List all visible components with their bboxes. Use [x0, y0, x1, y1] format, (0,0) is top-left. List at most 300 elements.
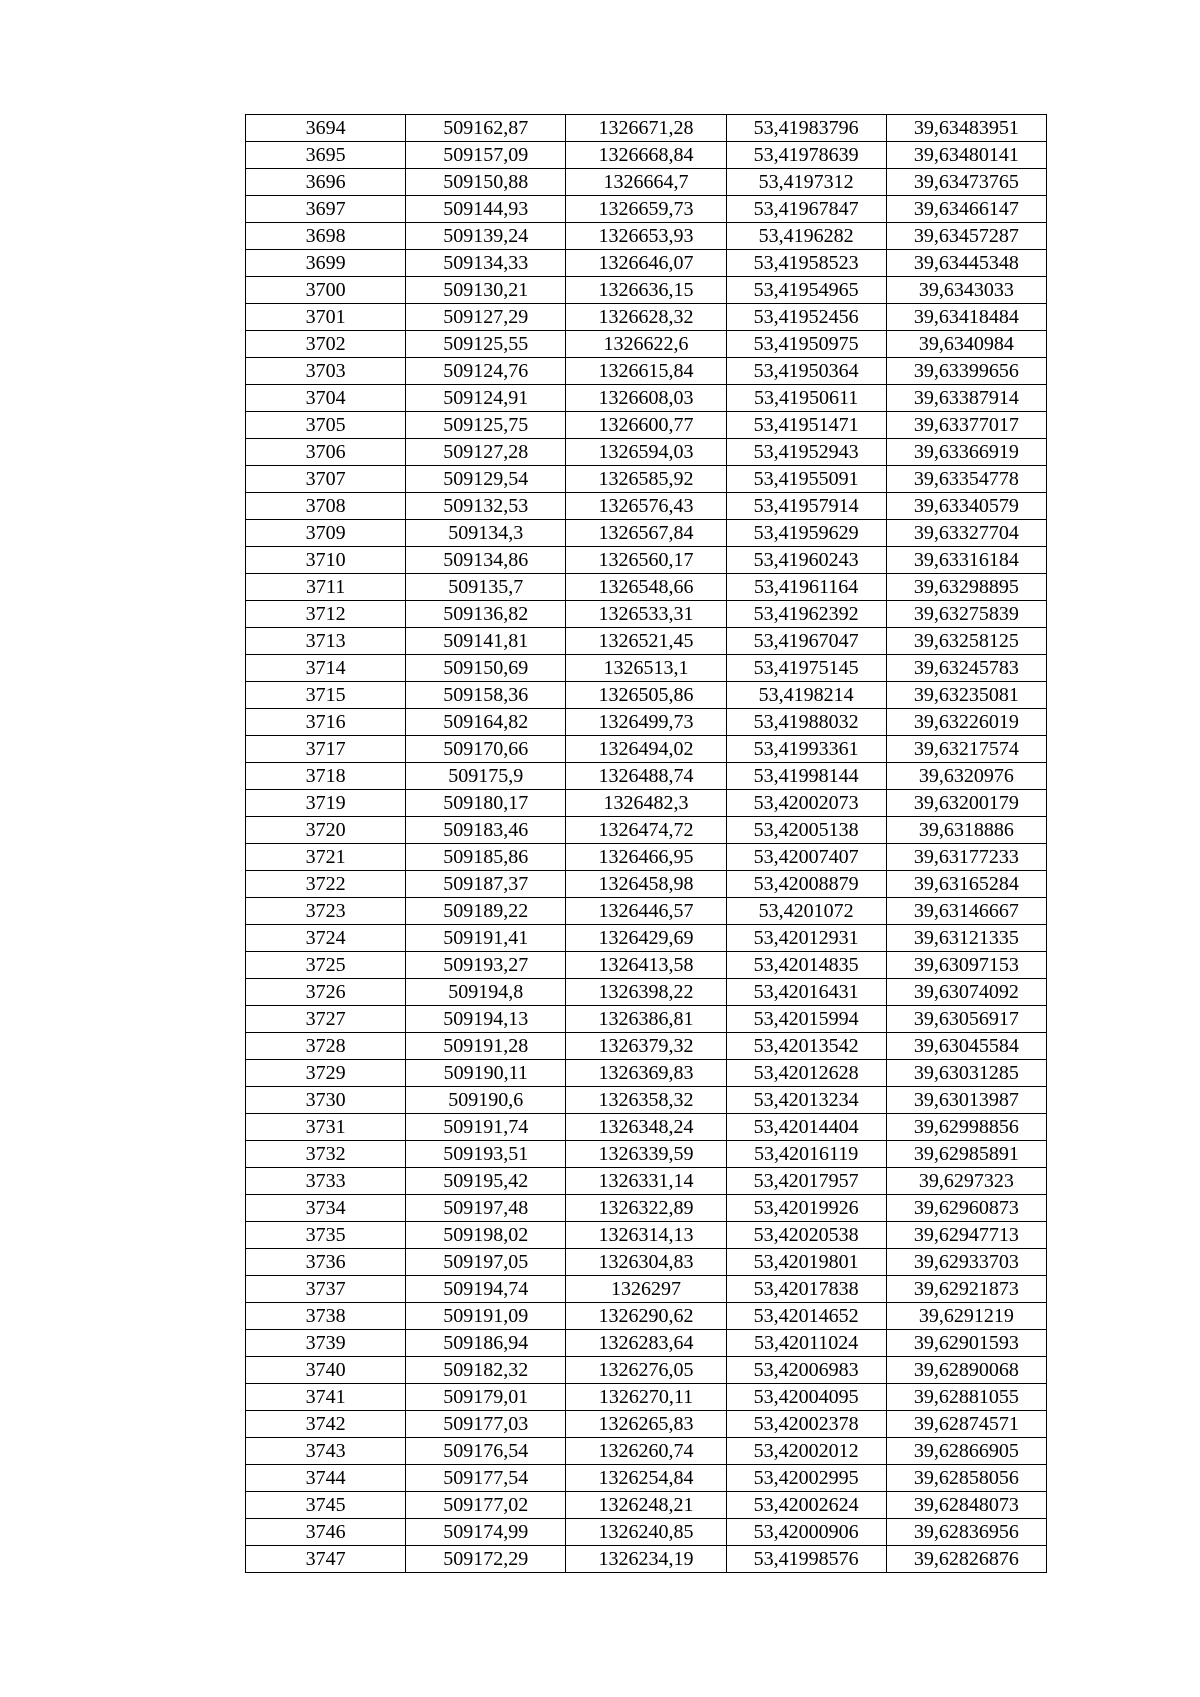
x-coordinate-cell: 509172,29 [406, 1546, 566, 1573]
y-coordinate-cell: 1326314,13 [566, 1222, 726, 1249]
x-coordinate-cell: 509193,51 [406, 1141, 566, 1168]
latitude-cell: 53,42002073 [726, 790, 886, 817]
y-coordinate-cell: 1326276,05 [566, 1357, 726, 1384]
longitude-cell: 39,6343033 [886, 277, 1046, 304]
table-row [246, 844, 1047, 871]
y-coordinate-cell: 1326533,31 [566, 601, 726, 628]
x-coordinate-cell: 509190,11 [406, 1060, 566, 1087]
latitude-cell: 53,41957914 [726, 493, 886, 520]
x-coordinate-cell: 509197,05 [406, 1249, 566, 1276]
latitude-cell: 53,42014652 [726, 1303, 886, 1330]
longitude-cell: 39,63275839 [886, 601, 1046, 628]
y-coordinate-cell: 1326628,32 [566, 304, 726, 331]
longitude-cell: 39,63466147 [886, 196, 1046, 223]
point-number-cell: 3702 [246, 331, 406, 358]
point-number-cell: 3737 [246, 1276, 406, 1303]
y-coordinate-cell: 1326290,62 [566, 1303, 726, 1330]
point-number-cell: 3700 [246, 277, 406, 304]
latitude-cell: 53,42017838 [726, 1276, 886, 1303]
point-number-cell: 3696 [246, 169, 406, 196]
x-coordinate-cell: 509191,74 [406, 1114, 566, 1141]
table-row [246, 1438, 1047, 1465]
latitude-cell: 53,42005138 [726, 817, 886, 844]
table-row [246, 493, 1047, 520]
point-number-cell: 3716 [246, 709, 406, 736]
longitude-cell: 39,63258125 [886, 628, 1046, 655]
latitude-cell: 53,41978639 [726, 142, 886, 169]
point-number-cell: 3744 [246, 1465, 406, 1492]
point-number-cell: 3715 [246, 682, 406, 709]
longitude-cell: 39,62826876 [886, 1546, 1046, 1573]
x-coordinate-cell: 509180,17 [406, 790, 566, 817]
longitude-cell: 39,62848073 [886, 1492, 1046, 1519]
point-number-cell: 3722 [246, 871, 406, 898]
y-coordinate-cell: 1326429,69 [566, 925, 726, 952]
table-row [246, 304, 1047, 331]
point-number-cell: 3707 [246, 466, 406, 493]
y-coordinate-cell: 1326668,84 [566, 142, 726, 169]
y-coordinate-cell: 1326234,19 [566, 1546, 726, 1573]
latitude-cell: 53,42002995 [726, 1465, 886, 1492]
x-coordinate-cell: 509162,87 [406, 115, 566, 142]
x-coordinate-cell: 509136,82 [406, 601, 566, 628]
latitude-cell: 53,42014404 [726, 1114, 886, 1141]
longitude-cell: 39,63298895 [886, 574, 1046, 601]
table-row [246, 1465, 1047, 1492]
x-coordinate-cell: 509127,29 [406, 304, 566, 331]
x-coordinate-cell: 509134,33 [406, 250, 566, 277]
y-coordinate-cell: 1326608,03 [566, 385, 726, 412]
x-coordinate-cell: 509129,54 [406, 466, 566, 493]
x-coordinate-cell: 509182,32 [406, 1357, 566, 1384]
table-row [246, 601, 1047, 628]
x-coordinate-cell: 509139,24 [406, 223, 566, 250]
longitude-cell: 39,62866905 [886, 1438, 1046, 1465]
latitude-cell: 53,41958523 [726, 250, 886, 277]
point-number-cell: 3713 [246, 628, 406, 655]
table-row [246, 385, 1047, 412]
y-coordinate-cell: 1326513,1 [566, 655, 726, 682]
point-number-cell: 3732 [246, 1141, 406, 1168]
y-coordinate-cell: 1326499,73 [566, 709, 726, 736]
latitude-cell: 53,42012628 [726, 1060, 886, 1087]
latitude-cell: 53,41954965 [726, 277, 886, 304]
y-coordinate-cell: 1326270,11 [566, 1384, 726, 1411]
x-coordinate-cell: 509191,41 [406, 925, 566, 952]
table-row [246, 736, 1047, 763]
y-coordinate-cell: 1326488,74 [566, 763, 726, 790]
latitude-cell: 53,42014835 [726, 952, 886, 979]
point-number-cell: 3726 [246, 979, 406, 1006]
latitude-cell: 53,41959629 [726, 520, 886, 547]
y-coordinate-cell: 1326664,7 [566, 169, 726, 196]
point-number-cell: 3739 [246, 1330, 406, 1357]
x-coordinate-cell: 509141,81 [406, 628, 566, 655]
point-number-cell: 3698 [246, 223, 406, 250]
y-coordinate-cell: 1326594,03 [566, 439, 726, 466]
point-number-cell: 3709 [246, 520, 406, 547]
point-number-cell: 3740 [246, 1357, 406, 1384]
latitude-cell: 53,41962392 [726, 601, 886, 628]
latitude-cell: 53,42019926 [726, 1195, 886, 1222]
longitude-cell: 39,63473765 [886, 169, 1046, 196]
longitude-cell: 39,63235081 [886, 682, 1046, 709]
latitude-cell: 53,41960243 [726, 547, 886, 574]
latitude-cell: 53,4196282 [726, 223, 886, 250]
y-coordinate-cell: 1326494,02 [566, 736, 726, 763]
y-coordinate-cell: 1326240,85 [566, 1519, 726, 1546]
point-number-cell: 3723 [246, 898, 406, 925]
x-coordinate-cell: 509190,6 [406, 1087, 566, 1114]
table-row [246, 466, 1047, 493]
point-number-cell: 3746 [246, 1519, 406, 1546]
latitude-cell: 53,41998144 [726, 763, 886, 790]
latitude-cell: 53,4201072 [726, 898, 886, 925]
longitude-cell: 39,62933703 [886, 1249, 1046, 1276]
y-coordinate-cell: 1326548,66 [566, 574, 726, 601]
latitude-cell: 53,41967047 [726, 628, 886, 655]
table-row [246, 439, 1047, 466]
table-row [246, 1519, 1047, 1546]
table-row [246, 142, 1047, 169]
longitude-cell: 39,63354778 [886, 466, 1046, 493]
table-row [246, 547, 1047, 574]
x-coordinate-cell: 509193,27 [406, 952, 566, 979]
point-number-cell: 3719 [246, 790, 406, 817]
longitude-cell: 39,62985891 [886, 1141, 1046, 1168]
longitude-cell: 39,6291219 [886, 1303, 1046, 1330]
table-row [246, 790, 1047, 817]
y-coordinate-cell: 1326265,83 [566, 1411, 726, 1438]
x-coordinate-cell: 509150,88 [406, 169, 566, 196]
table-row [246, 412, 1047, 439]
table-row [246, 871, 1047, 898]
longitude-cell: 39,63483951 [886, 115, 1046, 142]
table-row [246, 1357, 1047, 1384]
table-row [246, 169, 1047, 196]
point-number-cell: 3743 [246, 1438, 406, 1465]
table-row [246, 898, 1047, 925]
longitude-cell: 39,63457287 [886, 223, 1046, 250]
point-number-cell: 3705 [246, 412, 406, 439]
latitude-cell: 53,42007407 [726, 844, 886, 871]
longitude-cell: 39,63418484 [886, 304, 1046, 331]
y-coordinate-cell: 1326636,15 [566, 277, 726, 304]
point-number-cell: 3745 [246, 1492, 406, 1519]
x-coordinate-cell: 509194,74 [406, 1276, 566, 1303]
longitude-cell: 39,63121335 [886, 925, 1046, 952]
table-row [246, 925, 1047, 952]
latitude-cell: 53,42015994 [726, 1006, 886, 1033]
x-coordinate-cell: 509144,93 [406, 196, 566, 223]
y-coordinate-cell: 1326358,32 [566, 1087, 726, 1114]
latitude-cell: 53,42002378 [726, 1411, 886, 1438]
longitude-cell: 39,63200179 [886, 790, 1046, 817]
latitude-cell: 53,42017957 [726, 1168, 886, 1195]
latitude-cell: 53,41983796 [726, 115, 886, 142]
x-coordinate-cell: 509191,09 [406, 1303, 566, 1330]
latitude-cell: 53,42013542 [726, 1033, 886, 1060]
table-row [246, 1384, 1047, 1411]
table-row [246, 952, 1047, 979]
table-row [246, 655, 1047, 682]
point-number-cell: 3697 [246, 196, 406, 223]
longitude-cell: 39,63056917 [886, 1006, 1046, 1033]
x-coordinate-cell: 509191,28 [406, 1033, 566, 1060]
y-coordinate-cell: 1326260,74 [566, 1438, 726, 1465]
x-coordinate-cell: 509125,55 [406, 331, 566, 358]
x-coordinate-cell: 509157,09 [406, 142, 566, 169]
point-number-cell: 3699 [246, 250, 406, 277]
latitude-cell: 53,41975145 [726, 655, 886, 682]
x-coordinate-cell: 509177,54 [406, 1465, 566, 1492]
x-coordinate-cell: 509175,9 [406, 763, 566, 790]
longitude-cell: 39,62960873 [886, 1195, 1046, 1222]
table-row [246, 277, 1047, 304]
table-row [246, 1195, 1047, 1222]
point-number-cell: 3721 [246, 844, 406, 871]
y-coordinate-cell: 1326474,72 [566, 817, 726, 844]
longitude-cell: 39,63217574 [886, 736, 1046, 763]
y-coordinate-cell: 1326322,89 [566, 1195, 726, 1222]
longitude-cell: 39,63327704 [886, 520, 1046, 547]
latitude-cell: 53,41950611 [726, 385, 886, 412]
latitude-cell: 53,42012931 [726, 925, 886, 952]
latitude-cell: 53,41952943 [726, 439, 886, 466]
table-row [246, 709, 1047, 736]
y-coordinate-cell: 1326254,84 [566, 1465, 726, 1492]
table-row [246, 1168, 1047, 1195]
point-number-cell: 3731 [246, 1114, 406, 1141]
table-row [246, 817, 1047, 844]
longitude-cell: 39,6318886 [886, 817, 1046, 844]
x-coordinate-cell: 509125,75 [406, 412, 566, 439]
x-coordinate-cell: 509158,36 [406, 682, 566, 709]
longitude-cell: 39,63165284 [886, 871, 1046, 898]
point-number-cell: 3710 [246, 547, 406, 574]
point-number-cell: 3724 [246, 925, 406, 952]
y-coordinate-cell: 1326379,32 [566, 1033, 726, 1060]
y-coordinate-cell: 1326386,81 [566, 1006, 726, 1033]
latitude-cell: 53,41998576 [726, 1546, 886, 1573]
latitude-cell: 53,41955091 [726, 466, 886, 493]
x-coordinate-cell: 509198,02 [406, 1222, 566, 1249]
y-coordinate-cell: 1326458,98 [566, 871, 726, 898]
longitude-cell: 39,63377017 [886, 412, 1046, 439]
x-coordinate-cell: 509194,8 [406, 979, 566, 1006]
latitude-cell: 53,42008879 [726, 871, 886, 898]
table-row [246, 1141, 1047, 1168]
longitude-cell: 39,62874571 [886, 1411, 1046, 1438]
latitude-cell: 53,4198214 [726, 682, 886, 709]
latitude-cell: 53,41951471 [726, 412, 886, 439]
x-coordinate-cell: 509134,3 [406, 520, 566, 547]
x-coordinate-cell: 509185,86 [406, 844, 566, 871]
y-coordinate-cell: 1326653,93 [566, 223, 726, 250]
point-number-cell: 3714 [246, 655, 406, 682]
y-coordinate-cell: 1326482,3 [566, 790, 726, 817]
latitude-cell: 53,41952456 [726, 304, 886, 331]
y-coordinate-cell: 1326615,84 [566, 358, 726, 385]
latitude-cell: 53,42002624 [726, 1492, 886, 1519]
longitude-cell: 39,63226019 [886, 709, 1046, 736]
table-row [246, 763, 1047, 790]
latitude-cell: 53,42019801 [726, 1249, 886, 1276]
table-row [246, 682, 1047, 709]
y-coordinate-cell: 1326560,17 [566, 547, 726, 574]
latitude-cell: 53,4197312 [726, 169, 886, 196]
table-row [246, 1492, 1047, 1519]
point-number-cell: 3712 [246, 601, 406, 628]
point-number-cell: 3741 [246, 1384, 406, 1411]
longitude-cell: 39,62836956 [886, 1519, 1046, 1546]
latitude-cell: 53,41961164 [726, 574, 886, 601]
longitude-cell: 39,63031285 [886, 1060, 1046, 1087]
point-number-cell: 3738 [246, 1303, 406, 1330]
y-coordinate-cell: 1326331,14 [566, 1168, 726, 1195]
latitude-cell: 53,42020538 [726, 1222, 886, 1249]
point-number-cell: 3730 [246, 1087, 406, 1114]
point-number-cell: 3717 [246, 736, 406, 763]
x-coordinate-cell: 509135,7 [406, 574, 566, 601]
table-row [246, 520, 1047, 547]
point-number-cell: 3733 [246, 1168, 406, 1195]
y-coordinate-cell: 1326600,77 [566, 412, 726, 439]
coordinates-table-body [246, 115, 1047, 1573]
point-number-cell: 3736 [246, 1249, 406, 1276]
y-coordinate-cell: 1326646,07 [566, 250, 726, 277]
longitude-cell: 39,62890068 [886, 1357, 1046, 1384]
longitude-cell: 39,63445348 [886, 250, 1046, 277]
y-coordinate-cell: 1326248,21 [566, 1492, 726, 1519]
table-row [246, 1330, 1047, 1357]
latitude-cell: 53,41967847 [726, 196, 886, 223]
table-row [246, 1546, 1047, 1573]
coordinates-table [245, 114, 1047, 1573]
longitude-cell: 39,63013987 [886, 1087, 1046, 1114]
x-coordinate-cell: 509197,48 [406, 1195, 566, 1222]
latitude-cell: 53,42000906 [726, 1519, 886, 1546]
table-row [246, 196, 1047, 223]
y-coordinate-cell: 1326446,57 [566, 898, 726, 925]
table-row [246, 223, 1047, 250]
longitude-cell: 39,6297323 [886, 1168, 1046, 1195]
x-coordinate-cell: 509170,66 [406, 736, 566, 763]
x-coordinate-cell: 509124,76 [406, 358, 566, 385]
point-number-cell: 3711 [246, 574, 406, 601]
x-coordinate-cell: 509194,13 [406, 1006, 566, 1033]
x-coordinate-cell: 509177,03 [406, 1411, 566, 1438]
table-row [246, 1060, 1047, 1087]
point-number-cell: 3704 [246, 385, 406, 412]
x-coordinate-cell: 509124,91 [406, 385, 566, 412]
table-row [246, 1087, 1047, 1114]
point-number-cell: 3701 [246, 304, 406, 331]
point-number-cell: 3718 [246, 763, 406, 790]
longitude-cell: 39,63340579 [886, 493, 1046, 520]
x-coordinate-cell: 509195,42 [406, 1168, 566, 1195]
longitude-cell: 39,63316184 [886, 547, 1046, 574]
longitude-cell: 39,63366919 [886, 439, 1046, 466]
point-number-cell: 3720 [246, 817, 406, 844]
point-number-cell: 3735 [246, 1222, 406, 1249]
x-coordinate-cell: 509150,69 [406, 655, 566, 682]
point-number-cell: 3706 [246, 439, 406, 466]
latitude-cell: 53,42004095 [726, 1384, 886, 1411]
y-coordinate-cell: 1326622,6 [566, 331, 726, 358]
longitude-cell: 39,63045584 [886, 1033, 1046, 1060]
table-row [246, 979, 1047, 1006]
x-coordinate-cell: 509176,54 [406, 1438, 566, 1465]
point-number-cell: 3703 [246, 358, 406, 385]
longitude-cell: 39,63146667 [886, 898, 1046, 925]
y-coordinate-cell: 1326671,28 [566, 115, 726, 142]
point-number-cell: 3708 [246, 493, 406, 520]
y-coordinate-cell: 1326521,45 [566, 628, 726, 655]
latitude-cell: 53,41950364 [726, 358, 886, 385]
longitude-cell: 39,62998856 [886, 1114, 1046, 1141]
y-coordinate-cell: 1326339,59 [566, 1141, 726, 1168]
table-row [246, 1411, 1047, 1438]
table-row [246, 1222, 1047, 1249]
point-number-cell: 3729 [246, 1060, 406, 1087]
table-row [246, 358, 1047, 385]
x-coordinate-cell: 509134,86 [406, 547, 566, 574]
y-coordinate-cell: 1326659,73 [566, 196, 726, 223]
latitude-cell: 53,41950975 [726, 331, 886, 358]
longitude-cell: 39,63399656 [886, 358, 1046, 385]
latitude-cell: 53,42011024 [726, 1330, 886, 1357]
x-coordinate-cell: 509183,46 [406, 817, 566, 844]
latitude-cell: 53,42016119 [726, 1141, 886, 1168]
table-row [246, 574, 1047, 601]
y-coordinate-cell: 1326413,58 [566, 952, 726, 979]
x-coordinate-cell: 509189,22 [406, 898, 566, 925]
y-coordinate-cell: 1326567,84 [566, 520, 726, 547]
longitude-cell: 39,6340984 [886, 331, 1046, 358]
longitude-cell: 39,62947713 [886, 1222, 1046, 1249]
latitude-cell: 53,42016431 [726, 979, 886, 1006]
x-coordinate-cell: 509187,37 [406, 871, 566, 898]
table-row [246, 1006, 1047, 1033]
table-row [246, 1114, 1047, 1141]
y-coordinate-cell: 1326585,92 [566, 466, 726, 493]
x-coordinate-cell: 509186,94 [406, 1330, 566, 1357]
latitude-cell: 53,42006983 [726, 1357, 886, 1384]
point-number-cell: 3695 [246, 142, 406, 169]
longitude-cell: 39,62921873 [886, 1276, 1046, 1303]
latitude-cell: 53,41988032 [726, 709, 886, 736]
x-coordinate-cell: 509164,82 [406, 709, 566, 736]
y-coordinate-cell: 1326505,86 [566, 682, 726, 709]
x-coordinate-cell: 509174,99 [406, 1519, 566, 1546]
y-coordinate-cell: 1326369,83 [566, 1060, 726, 1087]
y-coordinate-cell: 1326466,95 [566, 844, 726, 871]
latitude-cell: 53,41993361 [726, 736, 886, 763]
latitude-cell: 53,42002012 [726, 1438, 886, 1465]
latitude-cell: 53,42013234 [726, 1087, 886, 1114]
table-row [246, 250, 1047, 277]
y-coordinate-cell: 1326304,83 [566, 1249, 726, 1276]
longitude-cell: 39,63480141 [886, 142, 1046, 169]
longitude-cell: 39,63387914 [886, 385, 1046, 412]
table-row [246, 628, 1047, 655]
table-row [246, 1033, 1047, 1060]
y-coordinate-cell: 1326576,43 [566, 493, 726, 520]
point-number-cell: 3728 [246, 1033, 406, 1060]
point-number-cell: 3727 [246, 1006, 406, 1033]
x-coordinate-cell: 509130,21 [406, 277, 566, 304]
